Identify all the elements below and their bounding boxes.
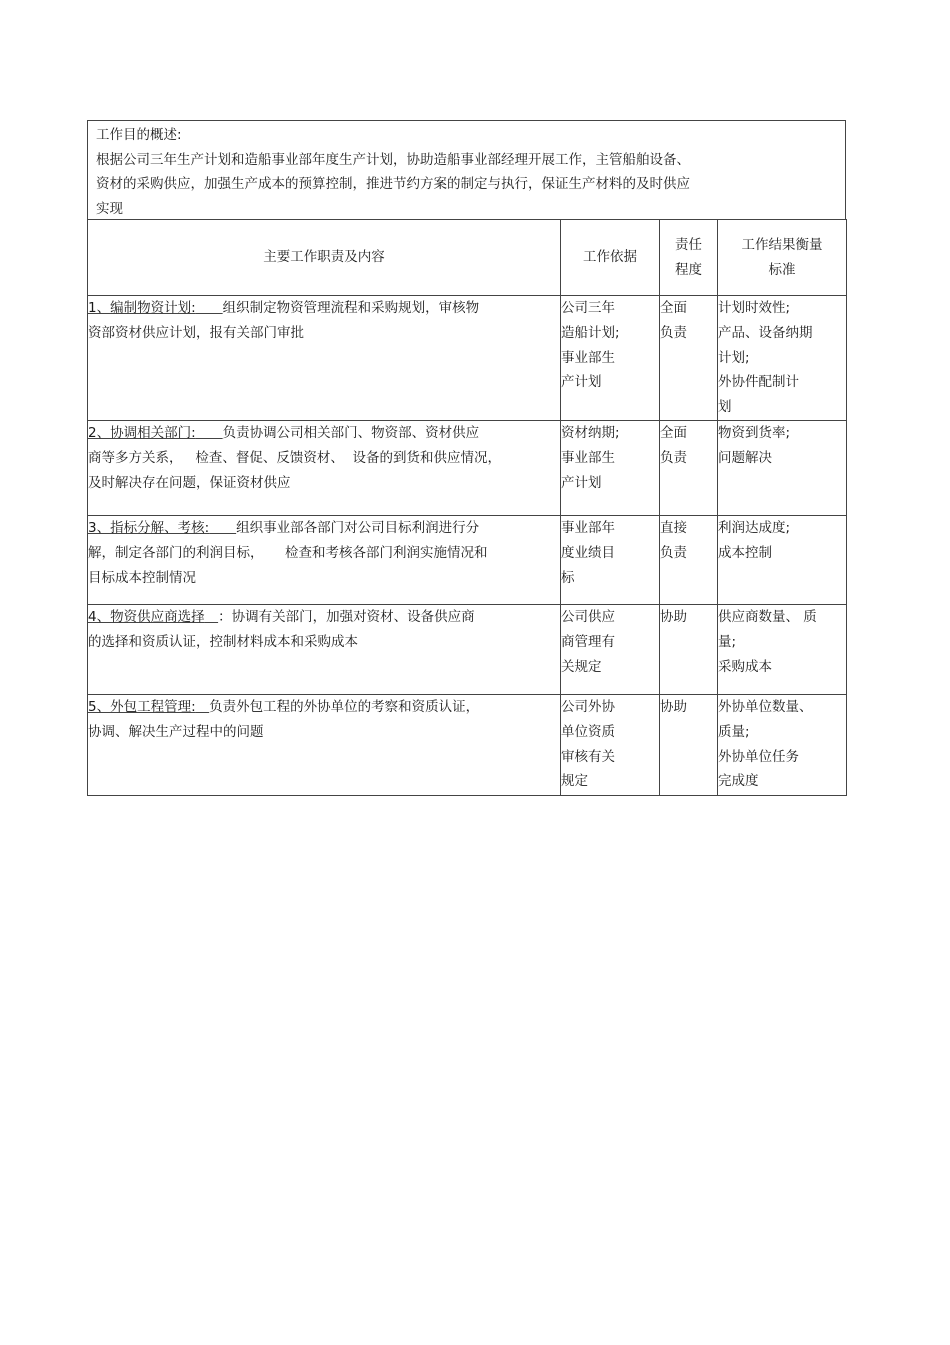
responsibility-cell: 全面 负责 (660, 296, 718, 421)
responsibility-cell: 协助 (660, 695, 718, 796)
summary-line: 资材的采购供应，加强生产成本的预算控制，推进节约方案的制定与执行，保证生产材料的及时供应 (96, 176, 690, 192)
summary-line: 实现 (96, 200, 123, 217)
table-row (88, 421, 847, 516)
basis-cell: 事业部年 度业绩目 标 (561, 516, 660, 605)
job-purpose-summary (87, 120, 846, 220)
duties-table (87, 219, 847, 796)
header-basis: 工作依据 (561, 220, 660, 296)
responsibility-cell: 协助 (660, 605, 718, 695)
header-responsibility: 责任 程度 (660, 220, 718, 296)
table-row (88, 516, 847, 605)
measure-cell: 外协单位数量、 质量; 外协单位任务 完成度 (718, 695, 847, 796)
duty-title: 5、外包工程管理: (88, 699, 196, 715)
basis-cell: 公司三年 造船计划; 事业部生 产计划 (561, 296, 660, 421)
measure-cell: 物资到货率; 问题解决 (718, 421, 847, 516)
duty-title: 4、物资供应商选择 (88, 609, 205, 625)
table-row (88, 296, 847, 421)
measure-cell: 供应商数量、 质 量; 采购成本 (718, 605, 847, 695)
duty-title: 2、协调相关部门: (88, 425, 196, 441)
summary-heading: 工作目的概述: (96, 127, 182, 143)
basis-cell: 资材纳期; 事业部生 产计划 (561, 421, 660, 516)
header-measure: 工作结果衡量 标准 (718, 220, 847, 296)
duty-content: 3、指标分解、考核: 组织事业部各部门对公司目标利润进行分 解，制定各部门的利润目标， 检查和考核各部门利润实施情况和 目标成本控制情况 (88, 516, 561, 605)
duty-content: 4、物资供应商选择 ：协调有关部门，加强对资材、设备供应商 的选择和资质认证，控制材料成本和采购成本 (88, 605, 561, 695)
duty-content: 2、协调相关部门: 负责协调公司相关部门、物资部、资材供应 商等多方关系， 检查、督促、反馈资材、 设备的到货和供应情况， 及时解决存在问题，保证资材供应 (88, 421, 561, 516)
header-duty: 主要工作职责及内容 (88, 220, 561, 296)
duty-title: 1、编制物资计划: (88, 300, 196, 316)
measure-cell: 利润达成度; 成本控制 (718, 516, 847, 605)
table-row (88, 695, 847, 796)
responsibility-cell: 直接 负责 (660, 516, 718, 605)
table-row (88, 605, 847, 695)
duty-title: 3、指标分解、考核: (88, 520, 210, 536)
basis-cell: 公司外协 单位资质 审核有关 规定 (561, 695, 660, 796)
measure-cell: 计划时效性; 产品、设备纳期 计划; 外协件配制计 划 (718, 296, 847, 421)
table-header-row (88, 220, 847, 296)
duty-content: 5、外包工程管理: 负责外包工程的外协单位的考察和资质认证， 协调、解决生产过程中的问题 (88, 695, 561, 796)
duty-content: 1、编制物资计划: 组织制定物资管理流程和采购规划，审核物 资部资材供应计划，报有关部门审批 (88, 296, 561, 421)
summary-line: 根据公司三年生产计划和造船事业部年度生产计划，协助造船事业部经理开展工作，主管船舶设备、 (96, 151, 690, 168)
responsibility-cell: 全面 负责 (660, 421, 718, 516)
basis-cell: 公司供应 商管理有 关规定 (561, 605, 660, 695)
